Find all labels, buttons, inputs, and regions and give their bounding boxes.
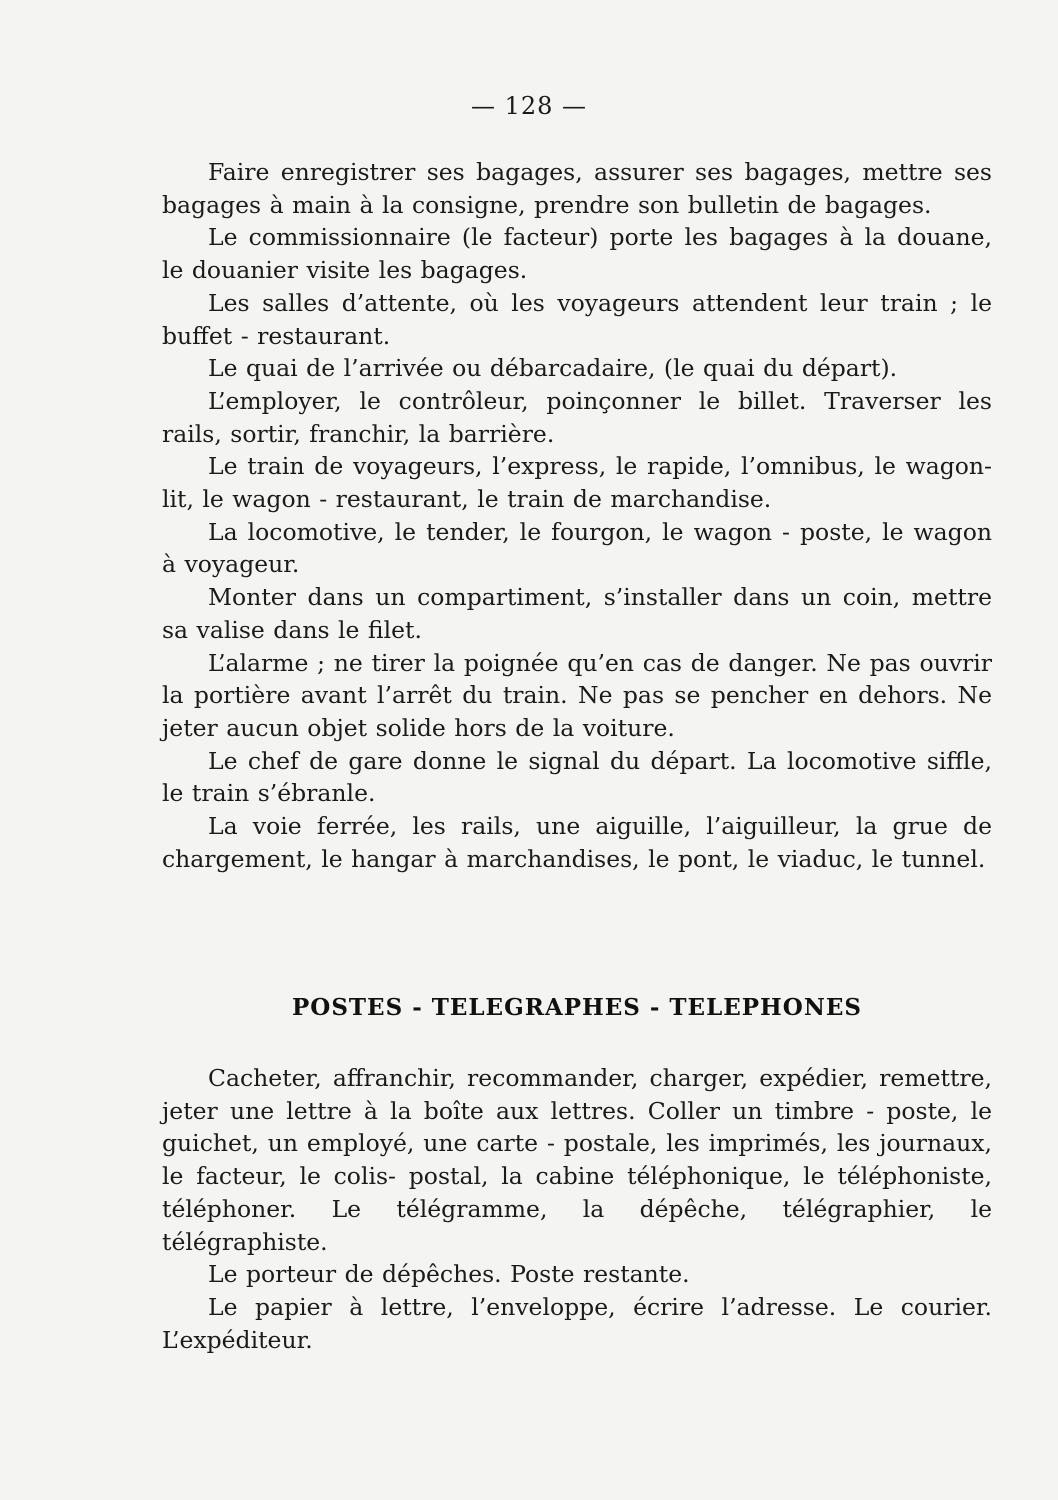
section-railway-text: [162, 156, 992, 875]
paragraph: Cacheter, affranchir, recommander, charger, expédier, remettre, jeter une lettre à la boîte aux lettres. Coller un timbre - poste, le guichet, un employé, une carte - postale, les imprimés, les journaux, le facteur, le colis- postal, la cabine téléphonique, le téléphoniste, téléphoner. Le télégramme, la dépêche, télégraphier, le télégraphiste.: [162, 1064, 992, 1256]
paragraph: La locomotive, le tender, le fourgon, le wagon - poste, le wagon à voyageur.: [162, 517, 992, 579]
paragraph: Le chef de gare donne le signal du départ. La locomotive siffle, le train s’ébranle.: [162, 746, 992, 808]
section-heading: POSTES - TELEGRAPHES - TELEPHONES: [291, 994, 862, 1021]
paragraph: Le train de voyageurs, l’express, le rapide, l’omnibus, le wagon-lit, le wagon - restaurant, le train de marchandise.: [162, 452, 992, 514]
paragraph: L’employer, le contrôleur, poinçonner le billet. Traverser les rails, sortir, franchir, la barrière.: [162, 386, 992, 448]
paragraph: Les salles d’attente, où les voyageurs attendent leur train ; le buffet - restaurant.: [162, 288, 992, 350]
page-number: — 128 —: [470, 92, 588, 120]
paragraph: Le papier à lettre, l’enveloppe, écrire l’adresse. Le courier. L’expéditeur.: [162, 1292, 992, 1354]
paragraph: Faire enregistrer ses bagages, assurer ses bagages, mettre ses bagages à main à la consigne, prendre son bulletin de bagages.: [162, 158, 992, 219]
paragraph: La voie ferrée, les rails, une aiguille, l’aiguilleur, la grue de chargement, le hangar à marchandises, le pont, le viaduc, le tunnel.: [162, 812, 992, 873]
paragraph: Le porteur de dépêches. Poste restante.: [208, 1260, 690, 1289]
paragraph: Le commissionnaire (le facteur) porte les bagages à la douane, le douanier visite les bagages.: [162, 223, 992, 285]
section-postal-text: [162, 1062, 992, 1356]
paragraph: Monter dans un compartiment, s’installer dans un coin, mettre sa valise dans le filet.: [162, 583, 992, 644]
paragraph: L’alarme ; ne tirer la poignée qu’en cas de danger. Ne pas ouvrir la portière avant l’arrêt du train. Ne pas se pencher en dehors. Ne jeter aucun objet solide hors de la voiture.: [162, 648, 992, 742]
paragraph: Le quai de l’arrivée ou débarcadaire, (le quai du départ).: [208, 354, 898, 383]
